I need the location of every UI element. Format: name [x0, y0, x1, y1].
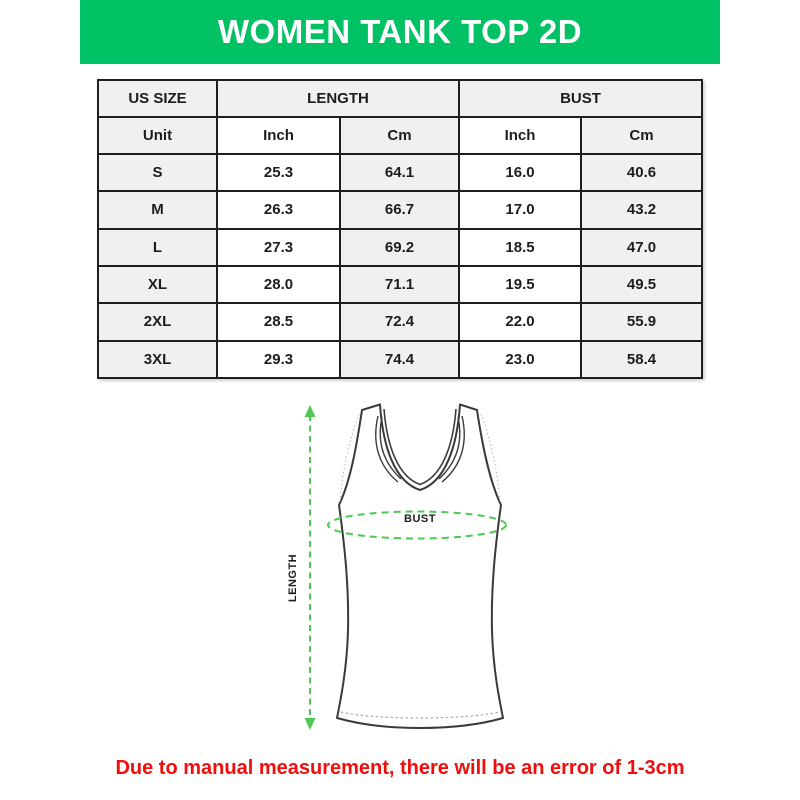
bust-inch-cell: 19.5 — [459, 266, 581, 303]
size-cell: 2XL — [98, 303, 217, 340]
size-row-3xl — [98, 341, 702, 378]
length-inch-cell: 27.3 — [217, 229, 340, 266]
bust-inch-cell: 18.5 — [459, 229, 581, 266]
bust-label: BUST — [404, 513, 436, 525]
length-inch-cell: 29.3 — [217, 341, 340, 378]
col-header-length: LENGTH — [217, 80, 459, 117]
bust-cm-header: Cm — [581, 117, 702, 154]
bust-inch-cell: 23.0 — [459, 341, 581, 378]
bust-cm-cell: 49.5 — [581, 266, 702, 303]
col-header-bust: BUST — [459, 80, 702, 117]
page-title: WOMEN TANK TOP 2D — [217, 13, 583, 50]
bust-cm-cell: 43.2 — [581, 191, 702, 228]
bust-cm-cell: 47.0 — [581, 229, 702, 266]
size-cell: 3XL — [98, 341, 217, 378]
bust-inch-cell: 16.0 — [459, 154, 581, 191]
size-row-2xl — [98, 303, 702, 340]
size-row-xl — [98, 266, 702, 303]
bust-inch-cell: 22.0 — [459, 303, 581, 340]
bust-inch-header: Inch — [459, 117, 581, 154]
length-inch-cell: 28.0 — [217, 266, 340, 303]
length-inch-header: Inch — [217, 117, 340, 154]
length-cm-cell: 71.1 — [340, 266, 459, 303]
size-cell: XL — [98, 266, 217, 303]
bust-cm-cell: 58.4 — [581, 341, 702, 378]
length-cm-cell: 69.2 — [340, 229, 459, 266]
bust-inch-cell: 17.0 — [459, 191, 581, 228]
length-cm-cell: 74.4 — [340, 341, 459, 378]
header-band — [80, 0, 720, 64]
size-row-s — [98, 154, 702, 191]
group-header-row — [98, 80, 702, 117]
length-cm-cell: 64.1 — [340, 154, 459, 191]
unit-header-row — [98, 117, 702, 154]
length-arrow-down-icon — [305, 718, 316, 730]
size-chart-table — [97, 79, 703, 379]
tank-top-diagram — [283, 398, 513, 738]
length-cm-cell: 66.7 — [340, 191, 459, 228]
length-inch-cell: 25.3 — [217, 154, 340, 191]
length-inch-cell: 28.5 — [217, 303, 340, 340]
size-chart — [97, 79, 703, 379]
size-row-l — [98, 229, 702, 266]
length-label: LENGTH — [287, 553, 299, 603]
size-cell: L — [98, 229, 217, 266]
col-header-us-size: US SIZE — [98, 80, 217, 117]
length-inch-cell: 26.3 — [217, 191, 340, 228]
length-cm-cell: 72.4 — [340, 303, 459, 340]
size-cell: M — [98, 191, 217, 228]
unit-label-cell: Unit — [98, 117, 217, 154]
size-row-m — [98, 191, 702, 228]
bust-cm-cell: 55.9 — [581, 303, 702, 340]
footnote-text: Due to manual measurement, there will be an error of 1-3cm — [115, 757, 685, 779]
tank-top-svg — [283, 398, 513, 738]
length-cm-header: Cm — [340, 117, 459, 154]
size-cell: S — [98, 154, 217, 191]
tank-top-outline — [337, 405, 503, 729]
length-arrow-up-icon — [305, 405, 316, 417]
bust-cm-cell: 40.6 — [581, 154, 702, 191]
